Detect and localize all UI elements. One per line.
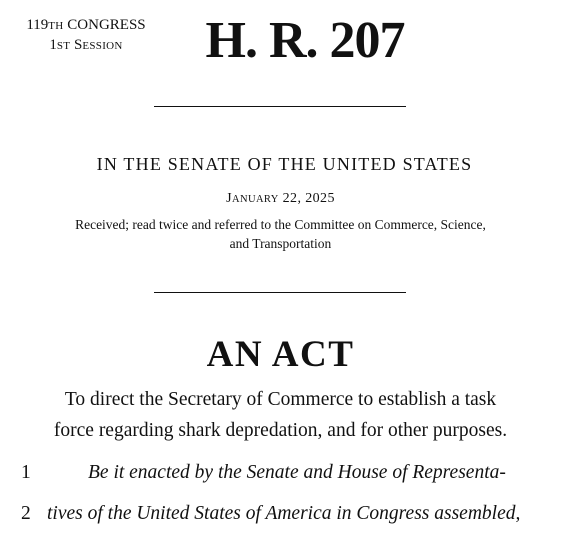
- congress-label: 119TH CONGRESS: [26, 17, 146, 33]
- bottom-divider: [154, 292, 406, 293]
- purpose-line-1: To direct the Secretary of Commerce to establish a task: [64, 389, 497, 410]
- line-number: 1: [21, 462, 31, 483]
- referral-text: [10, 215, 551, 253]
- session-label: 1ST SESSION: [49, 37, 123, 53]
- top-divider: [154, 106, 406, 107]
- line-number: 2: [21, 503, 31, 524]
- congress-session-block: [8, 16, 164, 56]
- chamber-heading: IN THE SENATE OF THE UNITED STATES: [96, 154, 473, 174]
- purpose-statement: [16, 384, 545, 446]
- enacting-clause-line: Be it enacted by the Senate and House of Representa-: [88, 462, 506, 483]
- bill-text-line: [0, 458, 569, 488]
- bill-text-line: [0, 499, 569, 529]
- purpose-line-2: force regarding shark depredation, and for other purposes.: [53, 420, 508, 441]
- referral-line-1: Received; read twice and referred to the Committee on Commerce, Science,: [75, 217, 486, 232]
- referral-line-2: and Transportation: [229, 236, 332, 251]
- act-title: AN ACT: [206, 334, 355, 375]
- action-date: JANUARY 22, 2025: [226, 191, 335, 206]
- bill-number: H. R. 207: [205, 12, 405, 69]
- enacting-clause-line: tives of the United States of America in Congress assembled,: [47, 503, 521, 524]
